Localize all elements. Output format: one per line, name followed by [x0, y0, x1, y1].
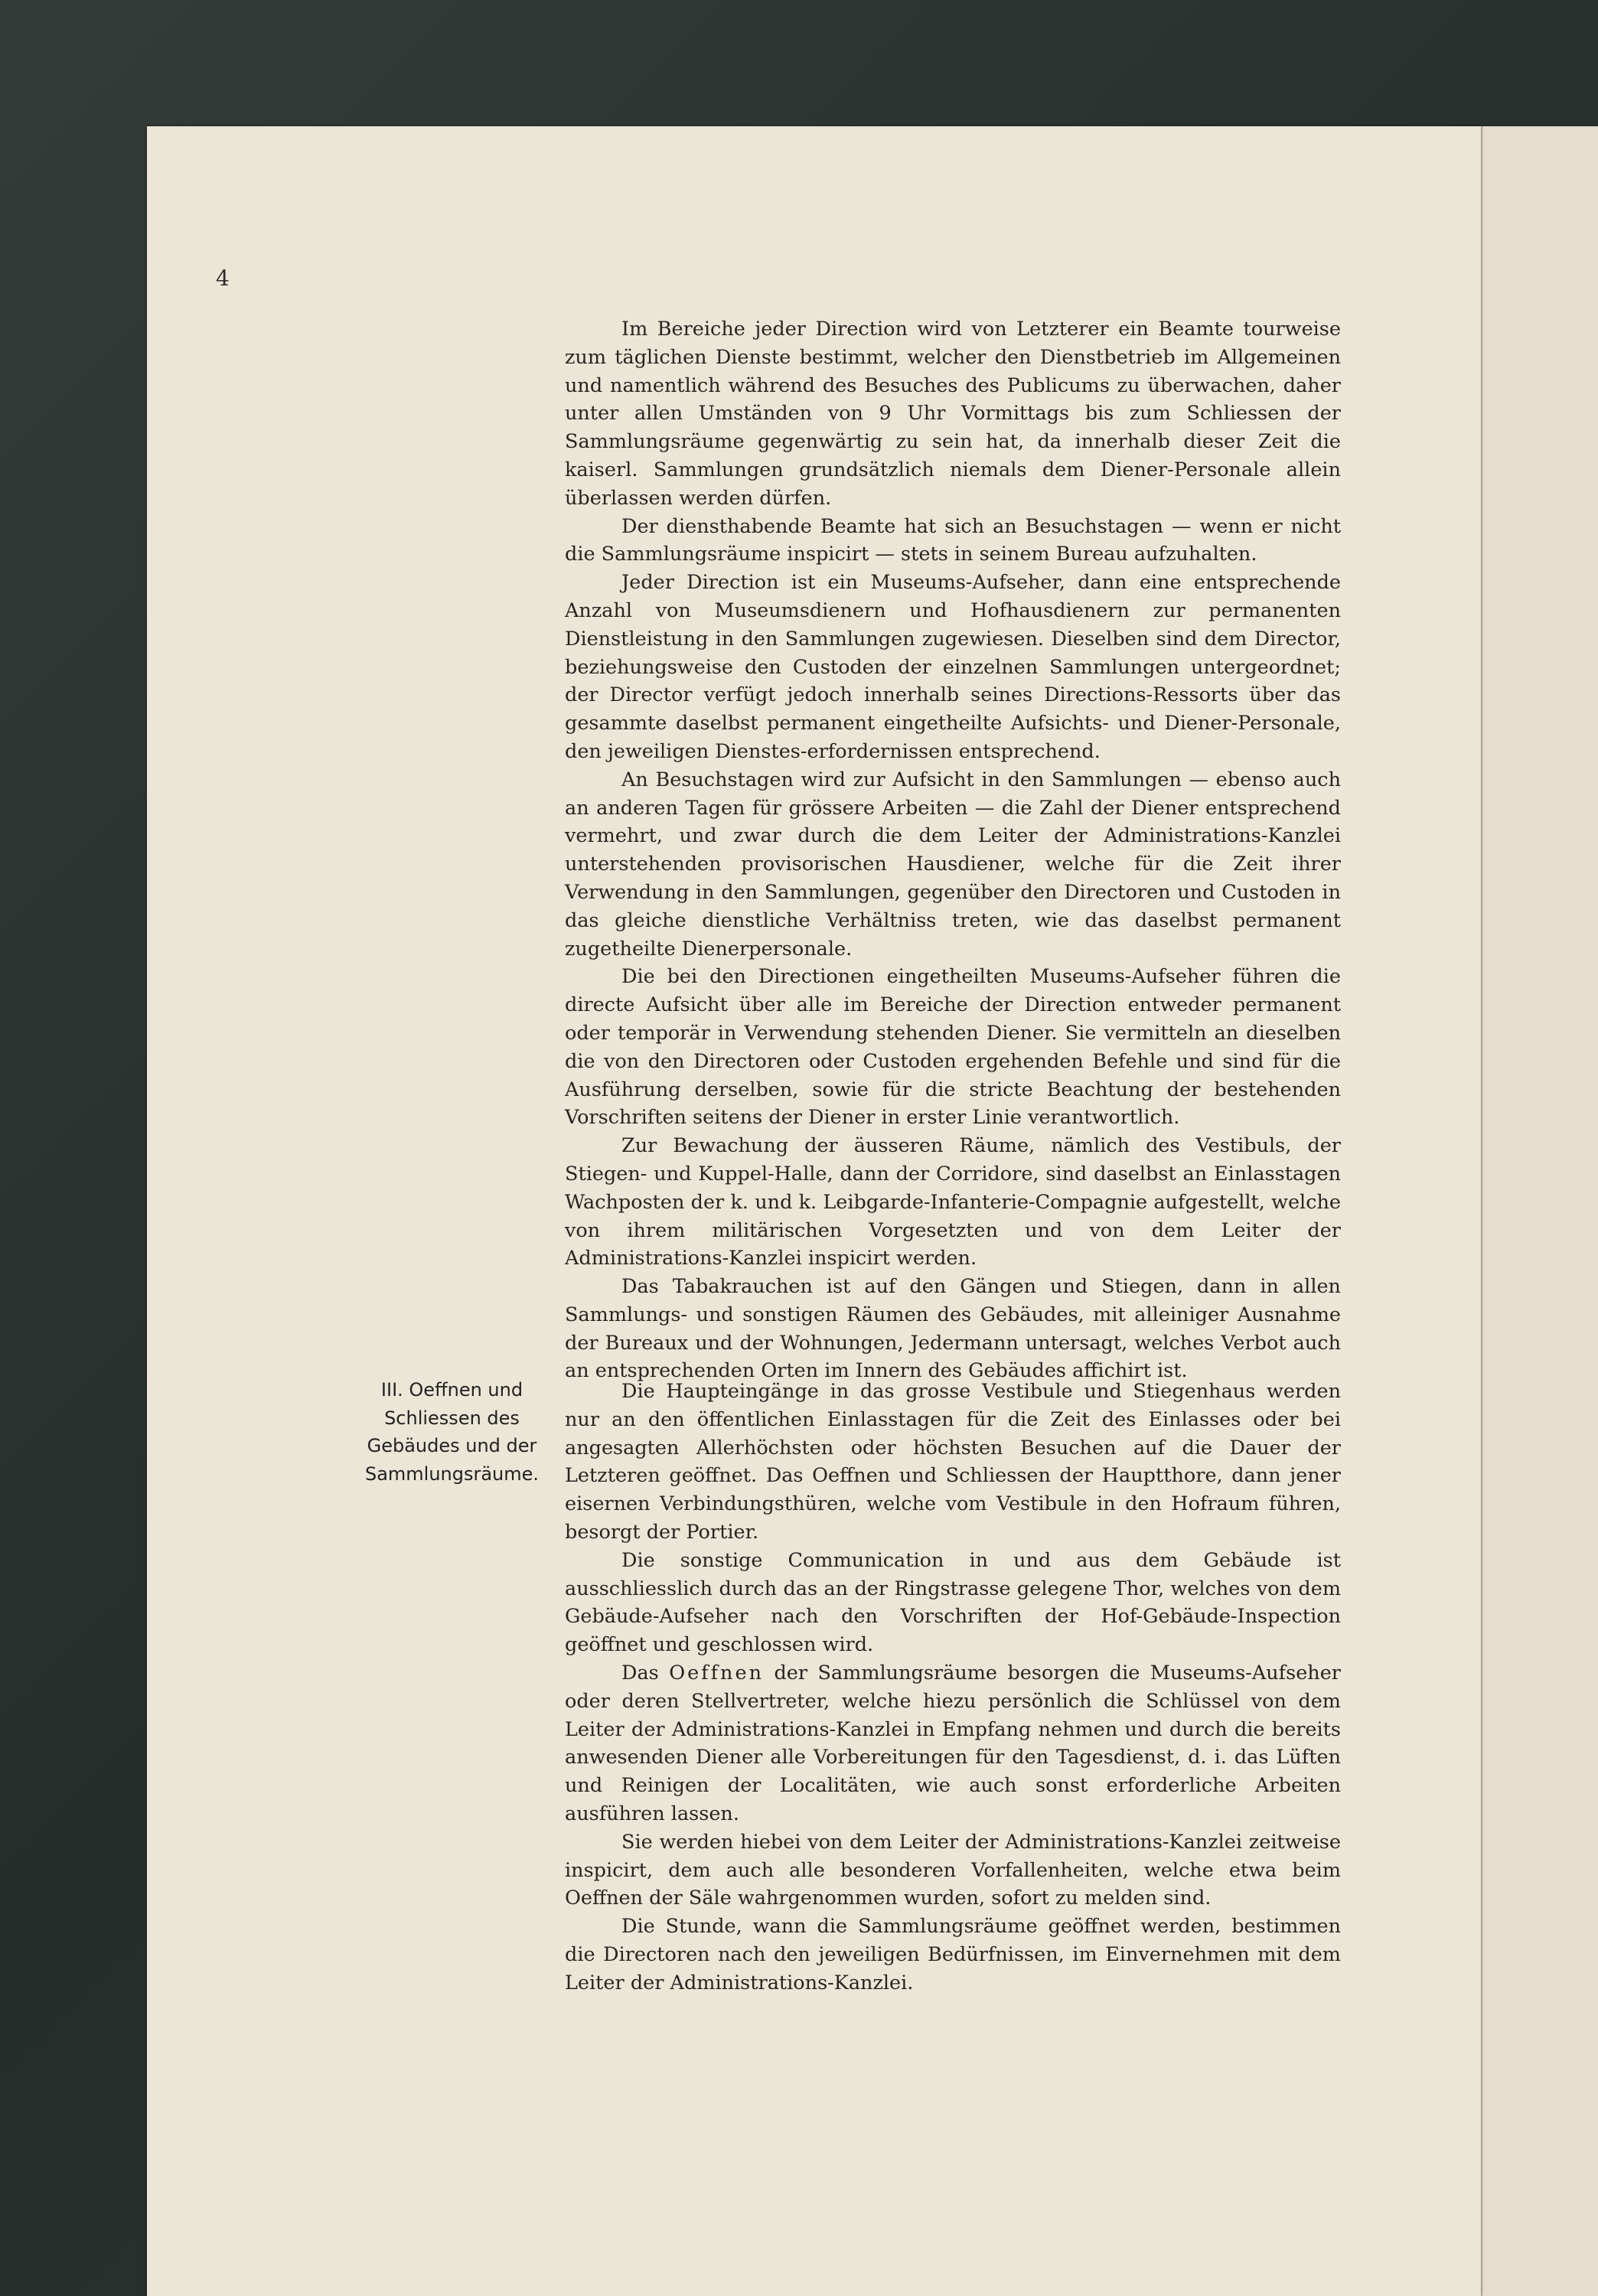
paragraph	[565, 1659, 1341, 1828]
paragraph: Der diensthabende Beamte hat sich an Besuchstagen — wenn er nicht die Sammlungsräume inspicirt — stets in seinem Bureau aufzuhalten.	[565, 514, 1341, 566]
paragraph: Die bei den Directionen eingetheilten Museums-Aufseher führen die directe Aufsicht über alle im Bereiche der Direction entweder permanent oder temporär in Verwendung stehenden Diener. Sie vermitteln an dieselben die von den Directoren oder Custoden ergehenden Befehle und sind für die Ausführung derselben, sowie für die stricte Beachtung der bestehenden Vorschriften seitens der Diener in erster Linie verantwortlich.	[565, 965, 1341, 1130]
facing-page-edge	[1481, 126, 1598, 2296]
emphasized-word: Oeffnen	[669, 1661, 764, 1684]
paragraph: Das Tabakrauchen ist auf den Gängen und Stiegen, dann in allen Sammlungs- und sonstigen Räumen des Gebäudes, mit alleiniger Ausnahme der Bureaux und der Wohnungen, Jedermann untersagt, welches Verbot auch an entsprechenden Orten im Innern des Gebäudes affichirt ist.	[565, 1275, 1341, 1383]
paragraph: Die sonstige Communication in und aus dem Gebäude ist ausschliesslich durch das an der Ringstrasse gelegene Thor, welches von dem Gebäude-Aufseher nach den Vorschriften der Hof-Gebäude-Inspection geöffnet und geschlossen wird.	[565, 1548, 1341, 1657]
paragraph: Jeder Direction ist ein Museums-Aufseher, dann eine entsprechende Anzahl von Museumsdienern und Hofhausdienern zur permanenten Dienstleistung in den Sammlungen zugewiesen. Dieselben sind dem Director, beziehungsweise den Custoden der einzelnen Sammlungen untergeordnet; der Director verfügt jedoch innerhalb seines Directions-Ressorts über das gesammte daselbst permanent eingetheilte Aufsichts- und Diener-Personale, den jeweiligen Dienstes-erfordernissen entsprechend.	[565, 571, 1341, 763]
section-two-text	[565, 1378, 1341, 1998]
paragraph: Die Stunde, wann die Sammlungsräume geöffnet werden, bestimmen die Directoren nach den jeweiligen Bedürfnissen, im Einvernehmen mit dem Leiter der Administrations-Kanzlei.	[565, 1915, 1341, 1994]
text-run: Das	[621, 1661, 670, 1684]
paragraph: Zur Bewachung der äusseren Räume, nämlich des Vestibuls, der Stiegen- und Kuppel-Halle, dann der Corridore, sind daselbst an Einlasstagen Wachposten der k. und k. Leibgarde-Infanterie-Compagnie aufgestellt, welche von ihrem militärischen Vorgesetzten und von dem Leiter der Administrations-Kanzlei inspicirt werden.	[565, 1134, 1341, 1270]
paragraph: An Besuchstagen wird zur Aufsicht in den Sammlungen — ebenso auch an anderen Tagen für grössere Arbeiten — die Zahl der Diener entsprechend vermehrt, und zwar durch die dem Leiter der Administrations-Kanzlei unterstehenden provisorischen Hausdiener, welche für die Zeit ihrer Verwendung in den Sammlungen, gegenüber den Directoren und Custoden in das gleiche dienstliche Verhältniss treten, wie das daselbst permanent zugetheilte Dienerpersonale.	[565, 768, 1341, 960]
section-one-text	[565, 315, 1341, 1385]
section-sidenote: III. Oeffnen und Schliessen des Gebäudes und der Sammlungsräume.	[364, 1379, 540, 1485]
paragraph: Im Bereiche jeder Direction wird von Letzterer ein Beamte tourweise zum täglichen Dienste bestimmt, welcher den Dienstbetrieb im Allgemeinen und namentlich während des Besuches des Publicums zu überwachen, daher unter allen Umständen von 9 Uhr Vormittags bis zum Schliessen der Sammlungsräume gegenwärtig zu sein hat, da innerhalb dieser Zeit die kaiserl. Sammlungen grundsätzlich niemals dem Diener-Personale allein überlassen werden dürfen.	[565, 318, 1341, 510]
paragraph: Sie werden hiebei von dem Leiter der Administrations-Kanzlei zeitweise inspicirt, dem auch alle besonderen Vorfallenheiten, welche etwa beim Oeffnen der Säle wahrgenommen wurden, sofort zu melden sind.	[565, 1830, 1341, 1910]
page-number: 4	[216, 266, 230, 291]
text-run: der Sammlungsräume besorgen die Museums-Aufseher oder deren Stellvertreter, welche hiezu persönlich die Schlüssel von dem Leiter der Administrations-Kanzlei in Empfang nehmen und durch die bereits anwesenden Diener alle Vorbereitungen für den Tagesdienst, d. i. das Lüften und Reinigen der Localitäten, wie auch sonst erforderliche Arbeiten ausführen lassen.	[565, 1661, 1341, 1825]
paragraph: Die Haupteingänge in das grosse Vestibule und Stiegenhaus werden nur an den öffentlichen Einlasstagen für die Zeit des Einlasses oder bei angesagten Allerhöchsten oder höchsten Besuchen auf die Dauer der Letzteren geöffnet. Das Oeffnen und Schliessen der Hauptthore, dann jener eisernen Verbindungsthüren, welche vom Vestibule in den Hofraum führen, besorgt der Portier.	[565, 1380, 1341, 1544]
